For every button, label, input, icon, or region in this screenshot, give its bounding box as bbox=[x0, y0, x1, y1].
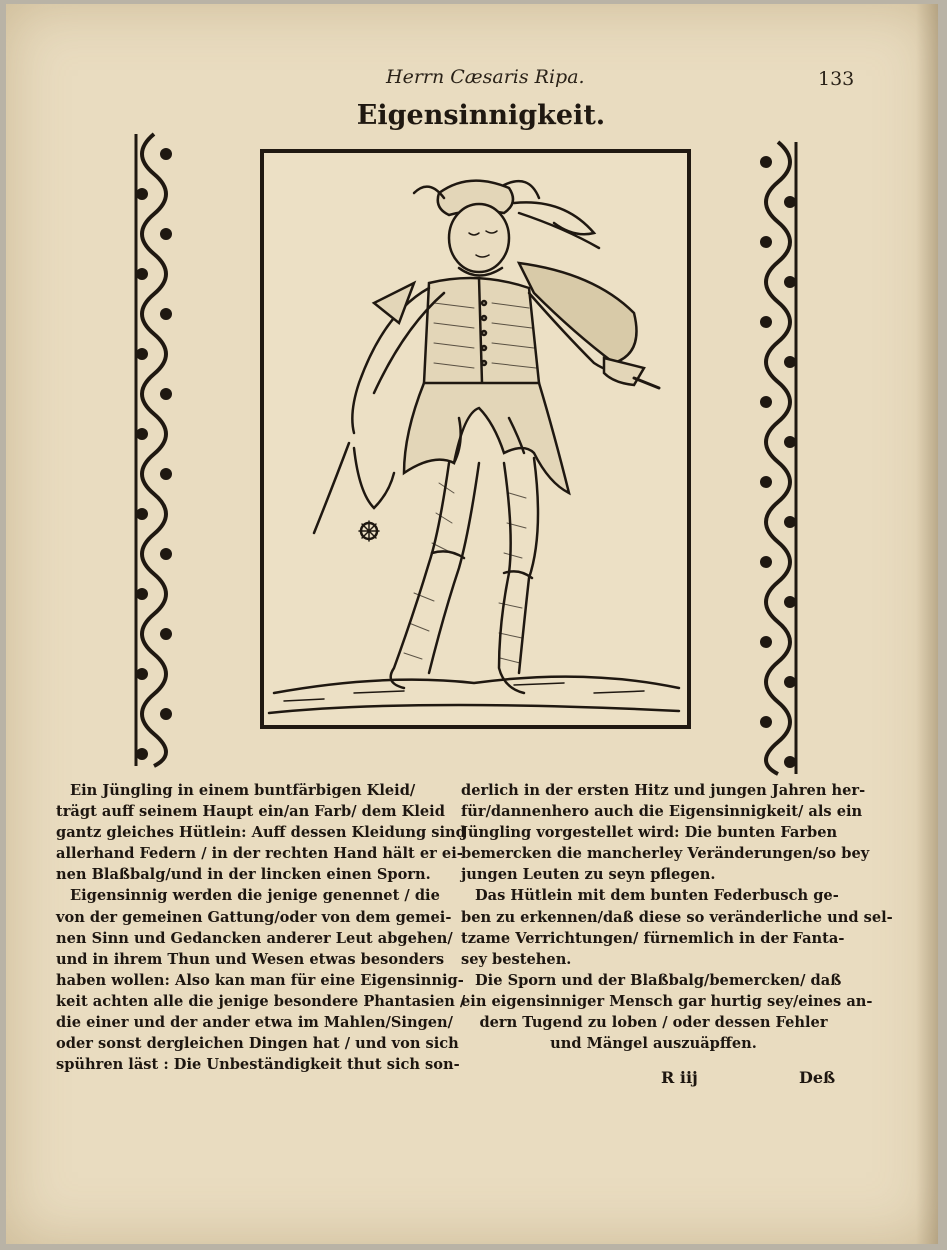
left-ornamental-border bbox=[126, 134, 182, 766]
text-line: dern Tugend zu loben / oder dessen Fehler bbox=[479, 1014, 828, 1032]
page-title: Eigensinnigkeit. bbox=[356, 100, 606, 131]
text-line: haben wollen: Also kan man für eine Eigensinnig- bbox=[56, 971, 464, 989]
text-line: die einer und der ander etwa im Mahlen/Singen/ bbox=[56, 1014, 454, 1032]
text-line: Das Hütlein mit dem bunten Federbusch ge- bbox=[475, 887, 839, 905]
book-page bbox=[6, 4, 938, 1244]
running-title: Herrn Cæsaris Ripa. bbox=[386, 66, 585, 88]
text-line: derlich in der ersten Hitz und jungen Jahren her- bbox=[461, 782, 866, 799]
woodcut-illustration bbox=[260, 149, 691, 729]
text-line: sey bestehen. bbox=[461, 950, 572, 968]
text-line: Jüngling vorgestellet wird: Die bunten Farben bbox=[461, 824, 838, 842]
text-line: tzame Verrichtungen/ fürnemlich in der Fanta- bbox=[461, 929, 845, 947]
text-line: nen Blaßbalg/und in der lincken einen Sporn. bbox=[56, 866, 431, 884]
text-line: ein eigensinniger Mensch gar hurtig sey/eines an- bbox=[461, 992, 873, 1010]
text-line: Die Sporn und der Blaßbalg/bemercken/ daß bbox=[475, 971, 842, 989]
text-line: spühren läst : Die Unbeständigkeit thut sich son- bbox=[56, 1056, 460, 1074]
text-line: oder sonst dergleichen Dingen hat / und von sich bbox=[56, 1035, 459, 1053]
text-line: für/dannenhero auch die Eigensinnigkeit/ als ein bbox=[461, 803, 863, 821]
catchword: Deß bbox=[799, 1068, 836, 1087]
text-line: ben zu erkennen/daß diese so veränderliche und sel- bbox=[461, 908, 893, 926]
text-line: keit achten alle die jenige besondere Phantasien / bbox=[56, 992, 466, 1010]
text-line: und in ihrem Thun und Wesen etwas besonders bbox=[56, 950, 445, 968]
youth-figure-icon bbox=[264, 153, 687, 725]
text-line: allerhand Federn / in der rechten Hand hält er ei- bbox=[56, 845, 463, 863]
text-line: jungen Leuten zu seyn pflegen. bbox=[461, 866, 716, 884]
text-column-right bbox=[461, 780, 893, 1054]
text-line: bemercken die mancherley Veränderungen/so bey bbox=[461, 845, 870, 863]
text-line: trägt auff seinem Haupt ein/an Farb/ dem Kleid bbox=[56, 803, 445, 821]
page-edge-shadow bbox=[916, 4, 938, 1244]
page-number: 133 bbox=[818, 68, 855, 90]
text-line: Eigensinnig werden die jenige genennet / die bbox=[70, 887, 440, 905]
text-line: gantz gleiches Hütlein: Auff dessen Kleidung sind bbox=[56, 824, 466, 842]
text-line: und Mängel auszuäpffen. bbox=[550, 1035, 757, 1053]
text-column-left bbox=[56, 780, 466, 1075]
right-ornamental-border bbox=[750, 142, 806, 774]
text-line: von der gemeinen Gattung/oder von dem gemei- bbox=[56, 908, 452, 926]
signature-mark: R iij bbox=[661, 1068, 698, 1087]
text-line: Ein Jüngling in einem buntfärbigen Kleid/ bbox=[70, 782, 416, 799]
text-line: nen Sinn und Gedancken anderer Leut abgehen/ bbox=[56, 929, 453, 947]
